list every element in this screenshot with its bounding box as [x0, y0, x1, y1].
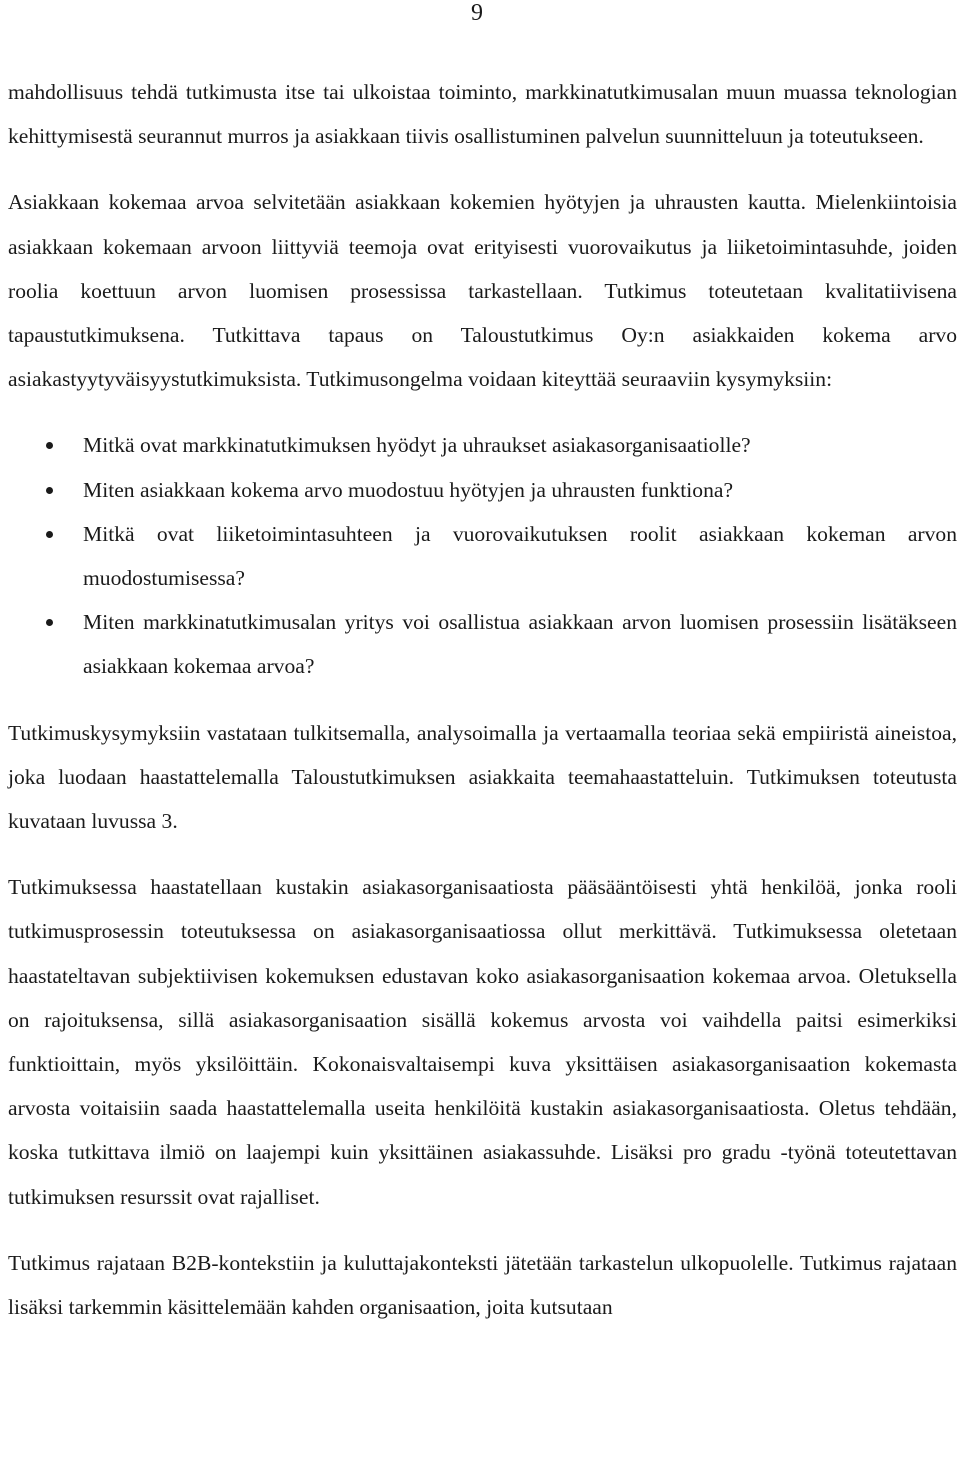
paragraph-scope: Tutkimus rajataan B2B-kontekstiin ja kuluttajakonteksti jätetään tarkastelun ulkopuolelle. Tutkimus rajataan lisäksi tarkemmin käsittelemään kahden organisaation, joita kutsutaan	[8, 1250, 957, 1320]
bullet-icon	[46, 487, 53, 494]
paragraph-methodology: Tutkimuskysymyksiin vastataan tulkitsemalla, analysoimalla ja vertaamalla teoriaa sekä empiiristä aineistoa, joka luodaan haastattelemalla Taloustutkimuksen asiakkaita teemahaastatteluin. Tutkimuksen toteutusta kuvataan luvussa 3.	[8, 720, 957, 834]
paragraph-intro-continuation: mahdollisuus tehdä tutkimusta itse tai ulkoistaa toiminto, markkinatutkimusalan muun muassa teknologian kehittymisestä seurannut murros ja asiakkaan tiivis osallistuminen palvelun suunnitteluun ja toteutukseen.	[8, 80, 957, 149]
question-text: Mitkä ovat markkinatutkimuksen hyödyt ja uhraukset asiakasorganisaatiolle?	[83, 433, 751, 458]
question-text: Miten markkinatutkimusalan yritys voi osallistua asiakkaan arvon luomisen prosessiin lisätäkseen asiakkaan kokemaa arvoa?	[83, 610, 957, 679]
question-text: Miten asiakkaan kokema arvo muodostuu hyötyjen ja uhrausten funktiona?	[83, 477, 734, 502]
page-number: 9	[471, 0, 483, 26]
bullet-icon	[46, 619, 53, 626]
bullet-icon	[46, 442, 53, 449]
paragraph-research-aim: Asiakkaan kokemaa arvoa selvitetään asiakkaan kokemien hyötyjen ja uhrausten kautta. Mielenkiintoisia asiakkaan kokemaan arvoon liittyviä teemoja ovat erityisesti vuorovaikutus ja liiketoimintasuhde, joiden roolia koettuun arvon luomisen prosessissa tarkastellaan. Tutkimus toteutetaan kvalitatiivisena tapaustutkimuksena. Tutkittava tapaus on Taloustutkimus Oy:n asiakkaiden kokema arvo asiakastyytyväisyystutkimuksista. Tutkimusongelma voidaan kiteyttää seuraaviin kysymyksiin:	[8, 190, 957, 392]
research-questions-list	[8, 423, 957, 688]
document-body	[8, 70, 957, 1329]
list-item	[8, 600, 957, 688]
paragraph-interviews: Tutkimuksessa haastatellaan kustakin asiakasorganisaatiosta pääsääntöisesti yhtä henkilöä, jonka rooli tutkimusprosessin toteutuksessa on asiakasorganisaatiossa ollut merkittävä. Tutkimuksessa oletetaan haastateltavan subjektiivisen kokemuksen edustavan koko asiakasorganisaation kokemaa arvoa. Oletuksella on rajoituksensa, sillä asiakasorganisaation sisällä kokemus arvosta voi vaihdella paitsi esimerkiksi funktioittain, myös yksilöittäin. Kokonaisvaltaisempi kuva yksittäisen asiakasorganisaation kokemasta arvosta voitaisiin saada haastattelemalla useita henkilöitä kustakin asiakasorganisaatiosta. Oletus tehdään, koska tutkittava ilmiö on laajempi kuin yksittäinen asiakassuhde. Lisäksi pro gradu -työnä toteutettavan tutkimuksen resurssit ovat rajalliset.	[8, 875, 957, 1209]
question-text: Mitkä ovat liiketoimintasuhteen ja vuorovaikutuksen roolit asiakkaan kokeman arvon muodostumisessa?	[83, 521, 957, 591]
bullet-icon	[46, 531, 53, 538]
list-item	[8, 468, 957, 512]
list-item	[8, 512, 957, 600]
list-item	[8, 423, 957, 467]
